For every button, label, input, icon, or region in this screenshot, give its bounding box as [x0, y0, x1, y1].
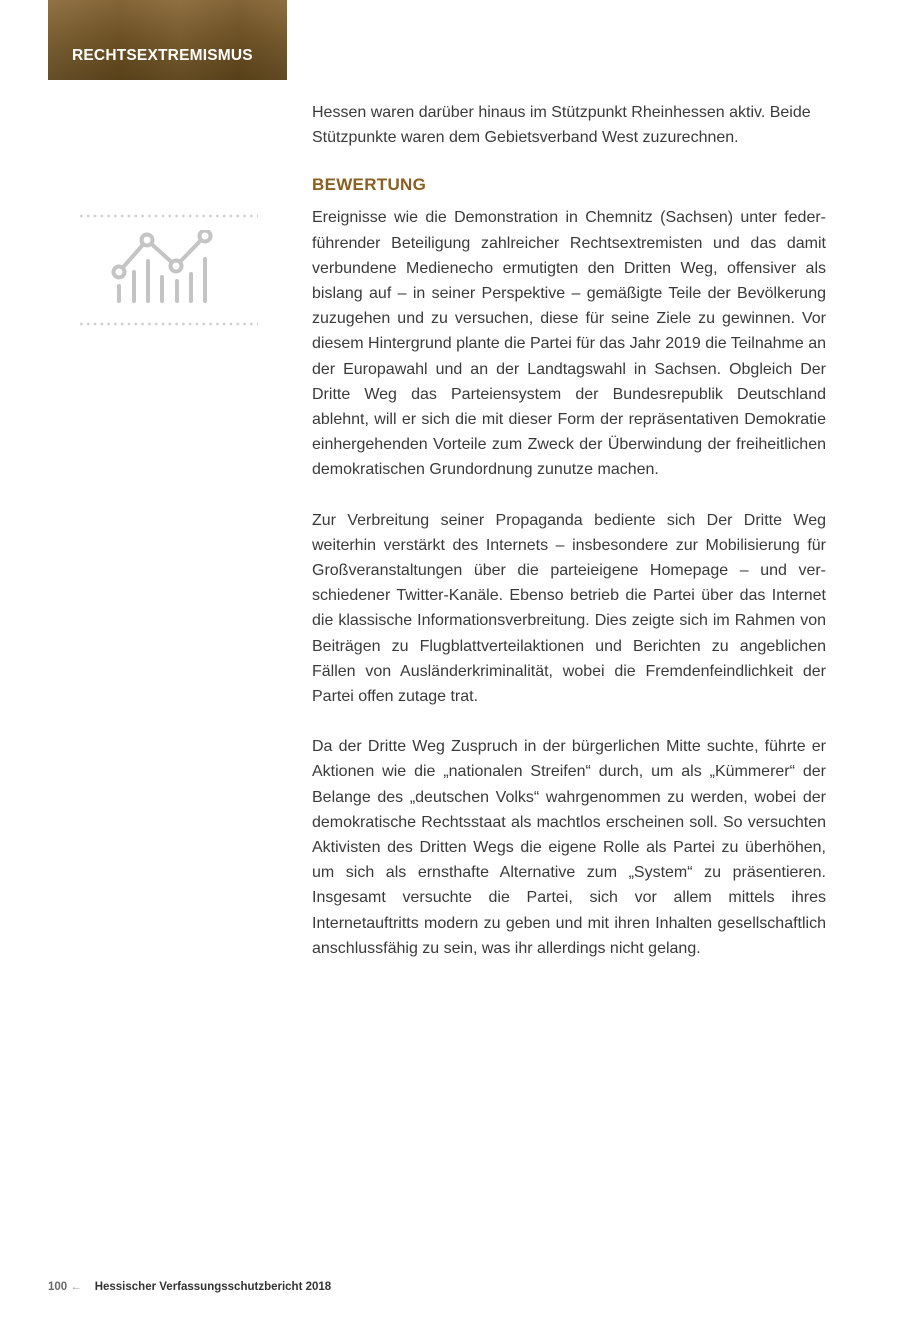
intro-paragraph: Hessen waren darüber hinaus im Stützpunkt Rheinhessen aktiv. Beide Stützpunkte waren dem Gebietsverband West zuzurechnen.: [312, 104, 811, 147]
section-heading: BEWERTUNG: [312, 175, 427, 195]
page-number: 100: [48, 1281, 68, 1293]
arrow-left-icon: ←: [70, 1281, 82, 1293]
dotted-divider-bottom: [78, 322, 258, 326]
page-footer: [48, 1279, 331, 1295]
section-title: RECHTSEXTREMISMUS: [72, 47, 253, 64]
body-paragraph: Zur Verbreitung seiner Propaganda bediente sich Der Dritte Weg weiterhin verstärkt des Internets – insbesondere zur Mobilisierung für Großveranstaltungen über die parteieigene Homepage – und verschiedener Twitter-Kanäle. Ebenso betrieb die Partei über das Internet die klassische Informationsverbreitung. Dies zeigte sich im Rahmen von Beiträgen zu Flugblattverteilaktionen und Berichten zu angeblichen Fällen von Ausländerkriminalität, wobei die Fremdenfeindlichkeit der Partei offen zutage trat.: [312, 511, 826, 706]
publication-title: Hessischer Verfassungsschutzbericht 2018: [94, 1281, 332, 1293]
main-content: [312, 100, 826, 961]
section-header: [48, 0, 287, 80]
body-paragraph: Da der Dritte Weg Zuspruch in der bürgerlichen Mitte suchte, führte er Aktionen wie die „nationalen Streifen“ durch, um als „Kümmerer“ der Belange des „deutschen Volks“ wahrgenommen zu werden, wobei der demokratische Rechtsstaat als machtlos erscheinen soll. So versuchten Aktivisten des Dritten Wegs die eigene Rolle als Partei zu überhöhen, um sich als ernsthafte Alternative zum „System“ zu präsentieren. Insgesamt versuchte die Partei, sich vor allem mittels ihres Internetauftritts modern zu geben und mit ihren Inhalten gesellschaftlich anschlussfähig zu sein, was ihr allerdings nicht gelang.: [312, 738, 826, 957]
line-chart-bars-icon: [108, 230, 218, 310]
sidebar-icon-block: [78, 212, 258, 330]
body-paragraph: Ereignisse wie die Demonstration in Chemnitz (Sachsen) unter federführender Beteiligung zahlreicher Rechtsextremisten und das damit verbundene Medienecho ermutigten den Dritten Weg, offensiver als bislang auf – in seiner Perspektive – gemäßigte Teile der Bevölkerung zuzugehen und zu versuchen, diese für seine Ziele zu gewinnen. Vor diesem Hintergrund plante die Partei für das Jahr 2019 die Teilnahme an der Europawahl und an der Landtagswahl in Sachsen. Obgleich Der Dritte Weg das Parteiensystem der Bundesrepublik Deutschland ablehnt, will er sich die mit dieser Form der repräsentativen Demokratie einhergehenden Vorteile zum Zweck der Überwindung der freiheitlichen demokratischen Grundordnung zunutze machen.: [312, 209, 826, 479]
dotted-divider-top: [78, 214, 258, 218]
